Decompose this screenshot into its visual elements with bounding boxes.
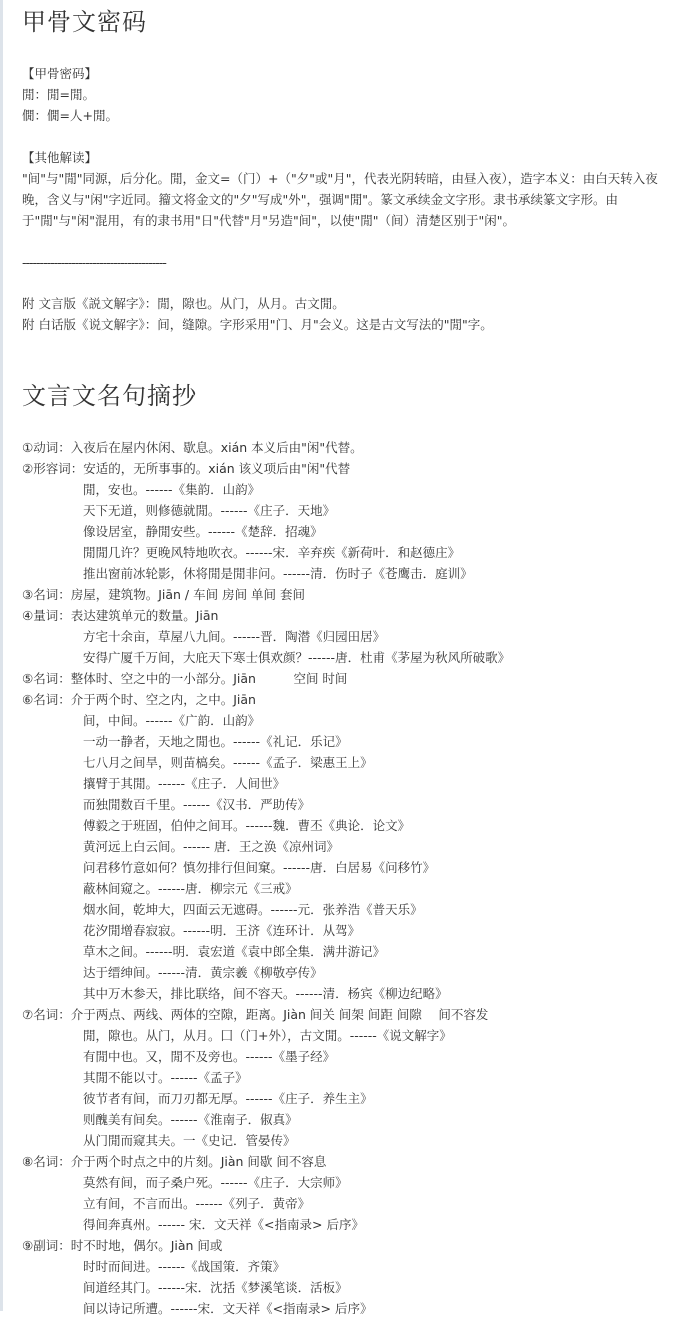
quote-line: 莫然有间，而子桑户死。------《庄子．大宗师》 <box>83 1175 348 1190</box>
quote-line: 七八月之间旱，则苗槁矣。------《孟子．梁惠王上》 <box>83 755 373 770</box>
quote-line: 从门閒而窥其夫。一《史记．管晏传》 <box>83 1133 296 1148</box>
quote-line: 一动一静者，天地之閒也。------《礼记．乐记》 <box>83 734 348 749</box>
definition-line: ⑦名词：介于两点、两线、两体的空隙，距离。Jiàn 间关 间架 间距 间隙 间不容发 <box>22 1007 489 1022</box>
quote-line: 问君移竹意如何？慎勿排行但间窠。------唐．白居易《问移竹》 <box>83 860 436 875</box>
definition-line: ①动词：入夜后在屋内休闲、歇息。xián 本义后由"闲"代替。 <box>22 440 363 455</box>
quote-line: 蔽林间窥之。------唐．柳宗元《三戒》 <box>83 881 298 896</box>
oracle-line: 僩：僩=人+閒。 <box>22 108 118 123</box>
quote-line: 花汐閒增春寂寂。------明．王济《连环计．从驾》 <box>83 923 361 938</box>
definition-line: ⑧名词：介于两个时点之中的片刻。Jiàn 间歇 间不容息 <box>22 1154 327 1169</box>
definition-line: ②形容词：安适的，无所事事的。xián 该义项后由"闲"代替 <box>22 461 351 476</box>
quote-line: 间道经其门。------宋．沈括《梦溪笔谈．活板》 <box>83 1280 348 1295</box>
section-title-quotes: 文言文名句摘抄 <box>22 382 197 410</box>
quote-line: 草木之间。------明．袁宏道《袁中郎全集．满井游记》 <box>83 944 386 959</box>
quote-line: 时时而间进。------《战国策．齐策》 <box>83 1259 286 1274</box>
oracle-header: 【甲骨密码】 <box>22 66 98 81</box>
appendix-block <box>22 293 493 335</box>
other-interpretation-block <box>22 147 682 231</box>
quote-line: 立有间，不言而出。------《列子．黄帝》 <box>83 1196 311 1211</box>
quote-line: 间，中间。------《广韵．山韵》 <box>83 713 261 728</box>
quote-line: 安得广厦千万间，大庇天下寒士俱欢颜？------唐．杜甫《茅屋为秋风所破歌》 <box>83 650 511 665</box>
quote-line: 彼节者有间，而刀刃都无厚。------《庄子．养生主》 <box>83 1091 373 1106</box>
definition-line: ⑥名词：介于两个时、空之内，之中。Jiān <box>22 692 256 707</box>
section-title-oracle-code: 甲骨文密码 <box>22 8 147 36</box>
quote-line: 烟水间，乾坤大，四面云无遮碍。------元．张养浩《普天乐》 <box>83 902 423 917</box>
quote-line: 达于缙绅间。------清．黄宗羲《柳敬亭传》 <box>83 965 323 980</box>
quote-line: 其閒不能以寸。------《孟子》 <box>83 1070 248 1085</box>
quote-line: 得间奔真州。------ 宋．文天祥《<指南录> 后序》 <box>83 1217 364 1232</box>
quotes-list <box>22 437 510 1319</box>
other-header: 【其他解读】 <box>22 150 98 165</box>
quote-line: 黄河远上白云间。------ 唐．王之涣《凉州词》 <box>83 839 340 854</box>
appendix-line-classical: 附 文言版《説文解字》：閒，隙也。从门，从月。古文閒。 <box>22 296 345 311</box>
quote-line: 则醜美有间矣。------《淮南子．俶真》 <box>83 1112 298 1127</box>
definition-line: ③名词：房屋，建筑物。Jiān / 车间 房间 单间 套间 <box>22 587 306 602</box>
definition-line: ⑤名词：整体时、空之中的一小部分。Jiān 空间 时间 <box>22 671 348 686</box>
definition-line: ⑨副词：时不时地，偶尔。Jiàn 间或 <box>22 1238 223 1253</box>
quote-line: 推出窗前冰轮影，休将閒是閒非问。------清．伤时子《苍鹰击．庭训》 <box>83 566 473 581</box>
oracle-code-block <box>22 63 118 126</box>
quote-line: 有閒中也。又，閒不及旁也。------《墨子经》 <box>83 1049 336 1064</box>
quote-line: 方宅十余亩，草屋八九间。------晋．陶潜《归园田居》 <box>83 629 386 644</box>
definition-line: ④量词：表达建筑单元的数量。Jiān <box>22 608 219 623</box>
quote-line: 间以诗记所遭。------宋．文天祥《<指南录> 后序》 <box>83 1301 373 1316</box>
quote-line: 傅毅之于班固，伯仲之间耳。------魏．曹丕《典论．论文》 <box>83 818 411 833</box>
quote-line: 攘臂于其閒。------《庄子．人间世》 <box>83 776 286 791</box>
quote-line: 閒，隙也。从门，从月。囗（门+外），古文閒。------《说文解字》 <box>83 1028 452 1043</box>
left-border <box>0 0 3 1311</box>
quote-line: 閒，安也。------《集韵．山韵》 <box>83 482 261 497</box>
dashed-separator: ----------------------------------------- <box>22 255 166 270</box>
quote-line: 天下无道，则修德就閒。------《庄子．天地》 <box>83 503 336 518</box>
quote-line: 像设居室，静閒安些。------《楚辞．招魂》 <box>83 524 323 539</box>
quote-line: 而独閒数百千里。------《汉书．严助传》 <box>83 797 311 812</box>
quote-line: 閒閒几许？更晚风特地吹衣。------宋．辛弃疾《新荷叶．和赵德庄》 <box>83 545 461 560</box>
oracle-line: 閒：閒=閒。 <box>22 87 95 102</box>
other-paragraph: "间"与"閒"同源，后分化。閒，金文=（门）+（"夕"或"月"，代表光阴转暗，由昼入夜），造字本义：由白天转入夜晚，含义与"闲"字近同。籀文将金文的"夕"写成"外"，强调"閒"。篆文承续金文字形。隶书承续篆文字形。由于"閒"与"闲"混用，有的隶书用"日"代替"月"另造"间"，以使"閒"（间）清楚区别于"闲"。 <box>22 171 658 228</box>
appendix-line-vernacular: 附 白话版《说文解字》：间，缝隙。字形采用"门、月"会义。这是古文写法的"閒"字。 <box>22 317 493 332</box>
quote-line: 其中万木参天，排比联络，间不容天。------清．杨宾《柳边纪略》 <box>83 986 448 1001</box>
